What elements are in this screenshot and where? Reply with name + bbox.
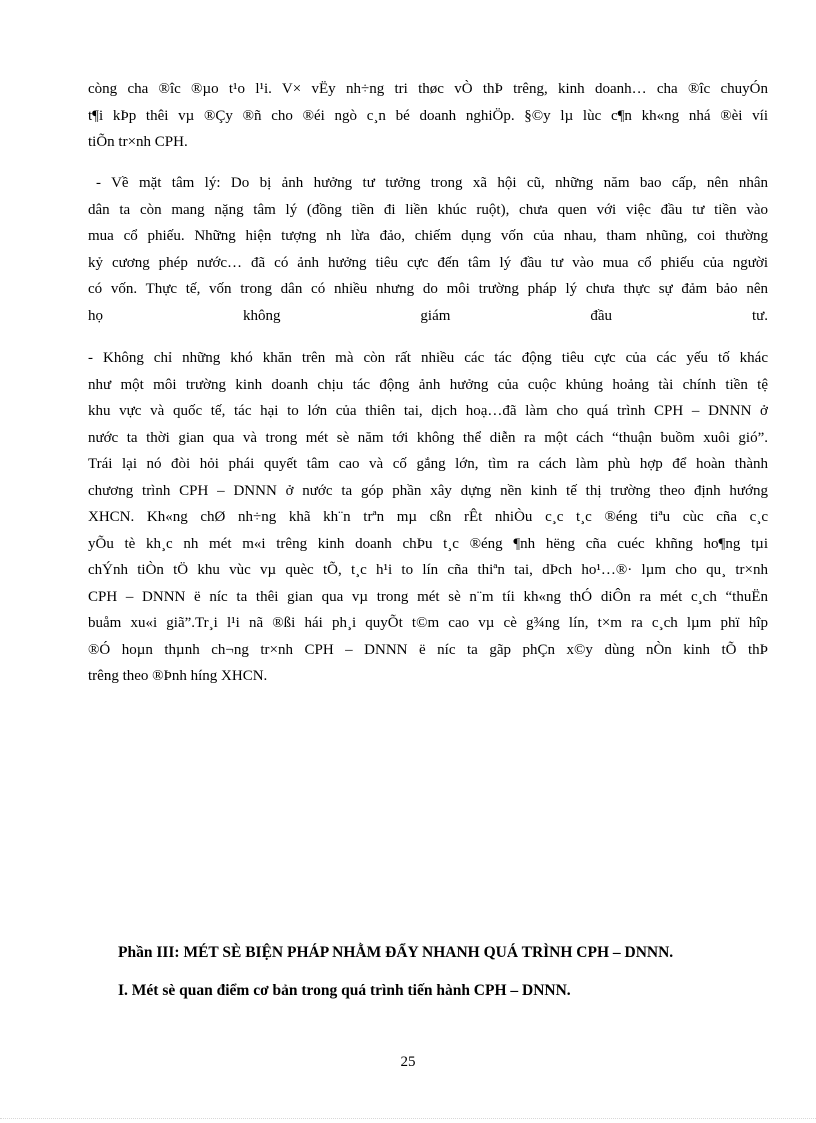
page-bottom-divider (0, 1118, 816, 1119)
text-line: - Không chỉ những khó khăn trên mà còn rất nhiều các tác động tiêu cực của các yếu tố khác (88, 350, 768, 366)
paragraph-training (88, 76, 768, 156)
text-line: mua cổ phiếu. Những hiện tượng nh lừa đảo, chiếm dụng vốn của nhau, tham nhũng, coi thường (88, 228, 768, 244)
part-heading (118, 944, 778, 962)
text-line: tiÕn tr×nh CPH. (88, 134, 188, 150)
text-line: trêng theo ®Þnh híng XHCN. (88, 668, 268, 684)
paragraph-other-factors (88, 345, 768, 690)
text-line: có vốn. Thực tế, vốn trong dân có nhiều nhưng do môi trường pháp lý chưa thực sự đảm bảo nên (88, 281, 768, 297)
page-number: 25 (400, 1054, 416, 1070)
text-line: chÝnh tiÒn tÖ khu vùc vµ quèc tÕ, t¸c h¹i to lín cña thiªn tai, dÞch ho¹…®· lµm cho qu¸ tr×nh (88, 562, 768, 578)
paragraph-psychology (88, 170, 768, 329)
text-line: Trái lại nó đòi hỏi phái quyết tâm cao và cố gắng lớn, tìm ra cách làm phù hợp để hoàn thành (88, 456, 768, 472)
text-line: - Về mặt tâm lý: Do bị ảnh hưởng tư tưởng trong xã hội cũ, những năm bao cấp, nên nhân (96, 175, 768, 191)
text-line: ®Ó hoµn thµnh ch¬ng tr×nh CPH – DNNN ë níc ta gãp phÇn x©y dùng nÒn kinh tÕ thÞ (88, 641, 768, 658)
text-line: khu vực và quốc tế, tác hại to lớn của thiên tai, dịch hoạ…đã làm cho quá trình CPH – DNNN ở (88, 403, 768, 419)
text-line: họ không giám đầu tư. (88, 307, 768, 324)
text-line: XHCN. Kh«ng chØ nh÷ng khã kh¨n trªn mµ cßn rÊt nhiÒu c¸c t¸c ®éng tiªu cùc cña c¸c (88, 509, 768, 525)
part-title: MÉT SÈ BIỆN PHÁP NHẰM ĐẨY NHANH QUÁ TRÌNH CPH – DNNN. (179, 944, 674, 961)
text-line: t¶i kÞp thêi vµ ®Çy ®ñ cho ®éi ngò c¸n bé doanh nghiÖp. §©y lµ lùc c¶n kh«ng nhá ®èi víi (88, 107, 768, 124)
text-line: buåm xu«i giã”.Tr¸i l¹i nã ®ßi hái ph¸i quyÕt t©m cao vµ cè g¾ng lín, t×m ra c¸ch lµm phï hîp (88, 615, 768, 631)
text-line: CPH – DNNN ë níc ta thêi gian qua vµ trong mét sè n¨m tíi kh«ng thÓ diÔn ra mét c¸ch “thuËn (88, 588, 768, 605)
text-line: còng cha ®îc ®µo t¹o l¹i. V× vËy nh÷ng tri thøc vÒ thÞ trêng, kinh doanh… cha ®îc chuyÓn (88, 81, 768, 97)
text-line: như một môi trường kinh doanh chịu tác động ảnh hưởng của cuộc khủng hoảng tài chính tiền tệ (88, 376, 768, 393)
text-line: yÕu tè kh¸c nh mét m«i trêng kinh doanh chÞu t¸c ®éng ¶nh hëng cña cuéc khñng ho¶ng tµi (88, 535, 768, 552)
text-line: nước ta thời gian qua và trong mét sè năm tới không thể diễn ra một cách “thuận buồm xuôi gió”. (88, 429, 768, 446)
text-line: chương trình CPH – DNNN ở nước ta góp phần xây dựng nền kinh tế thị trường theo định hướng (88, 482, 768, 499)
section-heading: I. Mét sè quan điểm cơ bản trong quá trình tiến hành CPH – DNNN. (118, 982, 571, 999)
text-line: kỷ cương phép nước… đã có ảnh hưởng tiêu cực đến tâm lý đầu tư vào mua cổ phiếu của người (88, 254, 768, 271)
part-label: Phần III: (118, 944, 180, 961)
text-line: dân ta còn mang nặng tâm lý (đồng tiền đi liền khúc ruột), chưa quen với việc đầu tư tiền vào (88, 201, 768, 218)
